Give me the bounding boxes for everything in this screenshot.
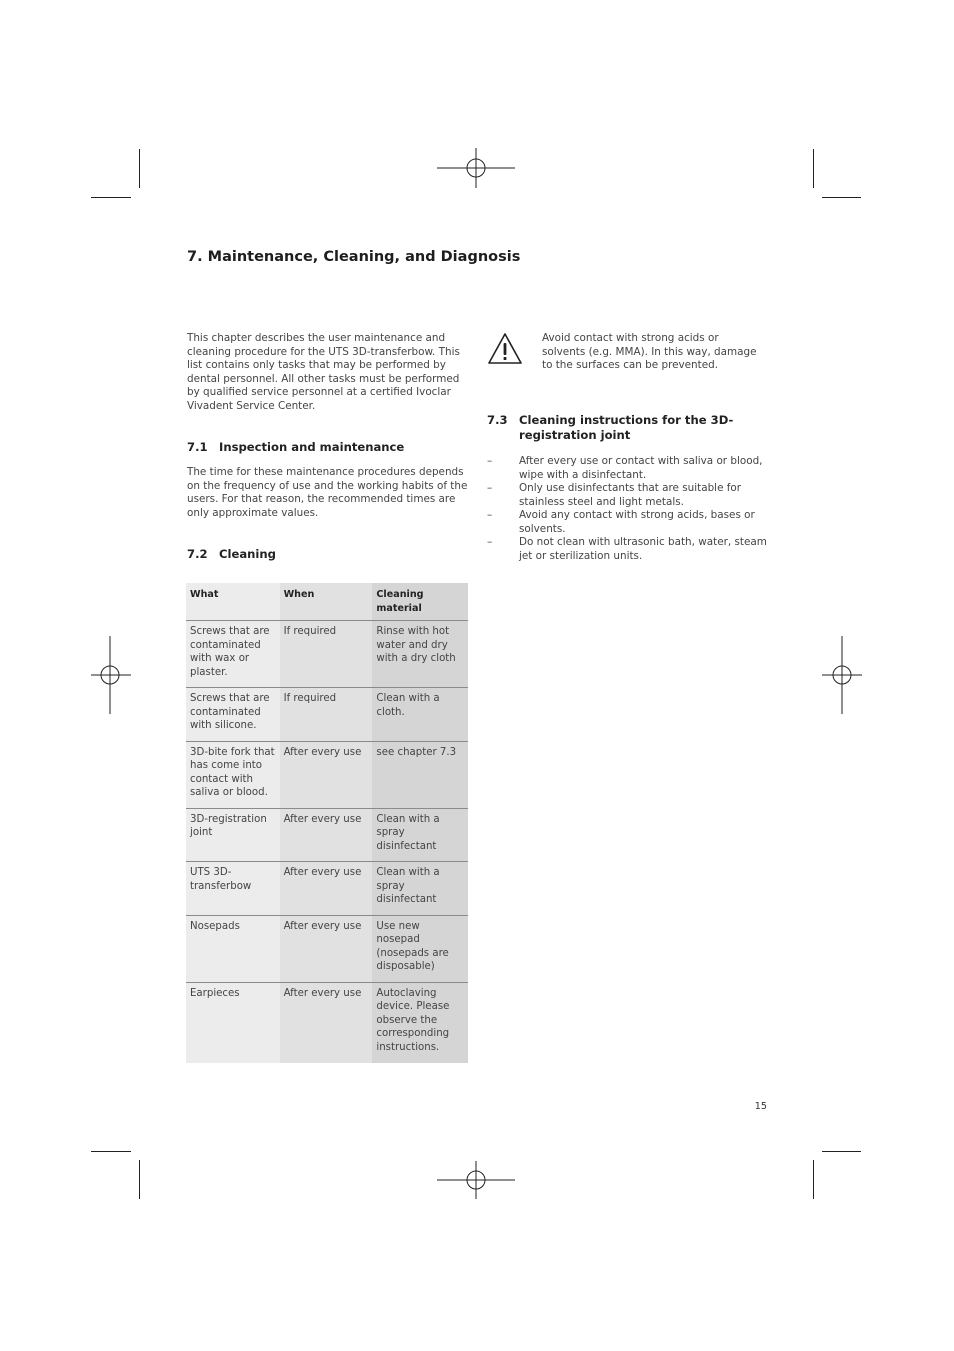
crop-mark	[91, 1151, 131, 1152]
section-title: Inspection and maintenance	[219, 440, 405, 454]
crop-mark	[822, 1151, 861, 1152]
section-title: Cleaning	[219, 547, 276, 561]
list-item-text: Do not clean with ultrasonic bath, water, steam jet or sterilization units.	[519, 536, 767, 562]
dash-bullet: –	[487, 509, 493, 521]
section-number: 7.2	[187, 547, 208, 561]
warning-triangle-icon	[487, 332, 523, 365]
table-row	[186, 688, 468, 742]
table-cell-what: Screws that are contaminated with wax or plaster.	[186, 621, 280, 688]
table-cell-when: After every use	[280, 862, 373, 916]
section-heading-7-3	[487, 413, 767, 445]
list-item	[487, 509, 767, 536]
dash-bullet: –	[487, 455, 493, 467]
table-cell-when: After every use	[280, 741, 373, 808]
table-cell-what: UTS 3D-transferbow	[186, 862, 280, 916]
table-header-row	[186, 583, 468, 621]
crop-mark	[822, 197, 861, 198]
page-title: 7. Maintenance, Cleaning, and Diagnosis	[187, 249, 521, 265]
table-cell-what: 3D-registration joint	[186, 808, 280, 862]
table-cell-when: After every use	[280, 982, 373, 1063]
crop-mark	[813, 149, 814, 188]
table-cell-what: 3D-bite fork that has come into contact with saliva or blood.	[186, 741, 280, 808]
table-header: Cleaning material	[372, 583, 468, 621]
table-cell-when: If required	[280, 621, 373, 688]
registration-mark-right	[822, 636, 862, 714]
intro-paragraph: This chapter describes the user maintenance and cleaning procedure for the UTS 3D-transferbow. This list contains only tasks that may be performed by dental personnel. All other tasks must be performed by qualified service personnel at a certified Ivoclar Vivadent Service Center.	[187, 332, 460, 412]
table-cell-what: Nosepads	[186, 915, 280, 982]
table-cell-when: If required	[280, 688, 373, 742]
list-item	[487, 455, 767, 482]
crop-mark	[139, 149, 140, 188]
warning-text: Avoid contact with strong acids or solvents (e.g. MMA). In this way, damage to the surfaces can be prevented.	[542, 332, 757, 371]
list-item	[487, 482, 767, 509]
section-title: Cleaning instructions for the 3D-registration joint	[519, 413, 734, 442]
table-cell-when: After every use	[280, 808, 373, 862]
table-header: What	[186, 583, 280, 621]
list-item-text: After every use or contact with saliva or blood, wipe with a disinfectant.	[519, 455, 763, 481]
list-item-text: Only use disinfectants that are suitable for stainless steel and light metals.	[519, 482, 742, 508]
registration-mark-top	[437, 148, 515, 188]
registration-mark-bottom	[437, 1161, 515, 1199]
crop-mark	[813, 1160, 814, 1199]
section-7-1-text: The time for these maintenance procedures depends on the frequency of use and the working habits of the users. For that reason, the recommended times are only approximate values.	[187, 466, 468, 519]
table-header: When	[280, 583, 373, 621]
crop-mark	[91, 197, 131, 198]
dash-bullet: –	[487, 536, 493, 548]
list-item	[487, 536, 767, 563]
cleaning-instructions-list	[487, 455, 767, 563]
table-cell-when: After every use	[280, 915, 373, 982]
table-cell-what: Screws that are contaminated with silicone.	[186, 688, 280, 742]
dash-bullet: –	[487, 482, 493, 494]
page-number: 15	[754, 1101, 767, 1112]
table-row	[186, 808, 468, 862]
table-row	[186, 741, 468, 808]
table-cell-what: Earpieces	[186, 982, 280, 1063]
table-cell-material: Clean with a spray disinfectant	[372, 808, 468, 862]
table-row	[186, 621, 468, 688]
cleaning-table	[186, 583, 468, 1063]
registration-mark-left	[91, 636, 131, 714]
section-number: 7.3	[487, 413, 508, 427]
table-cell-material: Use new nosepad (nosepads are disposable)	[372, 915, 468, 982]
list-item-text: Avoid any contact with strong acids, bases or solvents.	[519, 509, 755, 535]
section-number: 7.1	[187, 440, 208, 454]
table-cell-material: Rinse with hot water and dry with a dry cloth	[372, 621, 468, 688]
crop-mark	[139, 1160, 140, 1199]
table-row	[186, 915, 468, 982]
section-heading-7-1	[187, 440, 469, 456]
table-cell-material: Clean with a cloth.	[372, 688, 468, 742]
table-cell-material: see chapter 7.3	[372, 741, 468, 808]
table-cell-material: Autoclaving device. Please observe the corresponding instructions.	[372, 982, 468, 1063]
section-heading-7-2	[187, 547, 469, 563]
table-row	[186, 862, 468, 916]
table-row	[186, 982, 468, 1063]
table-cell-material: Clean with a spray disinfectant	[372, 862, 468, 916]
